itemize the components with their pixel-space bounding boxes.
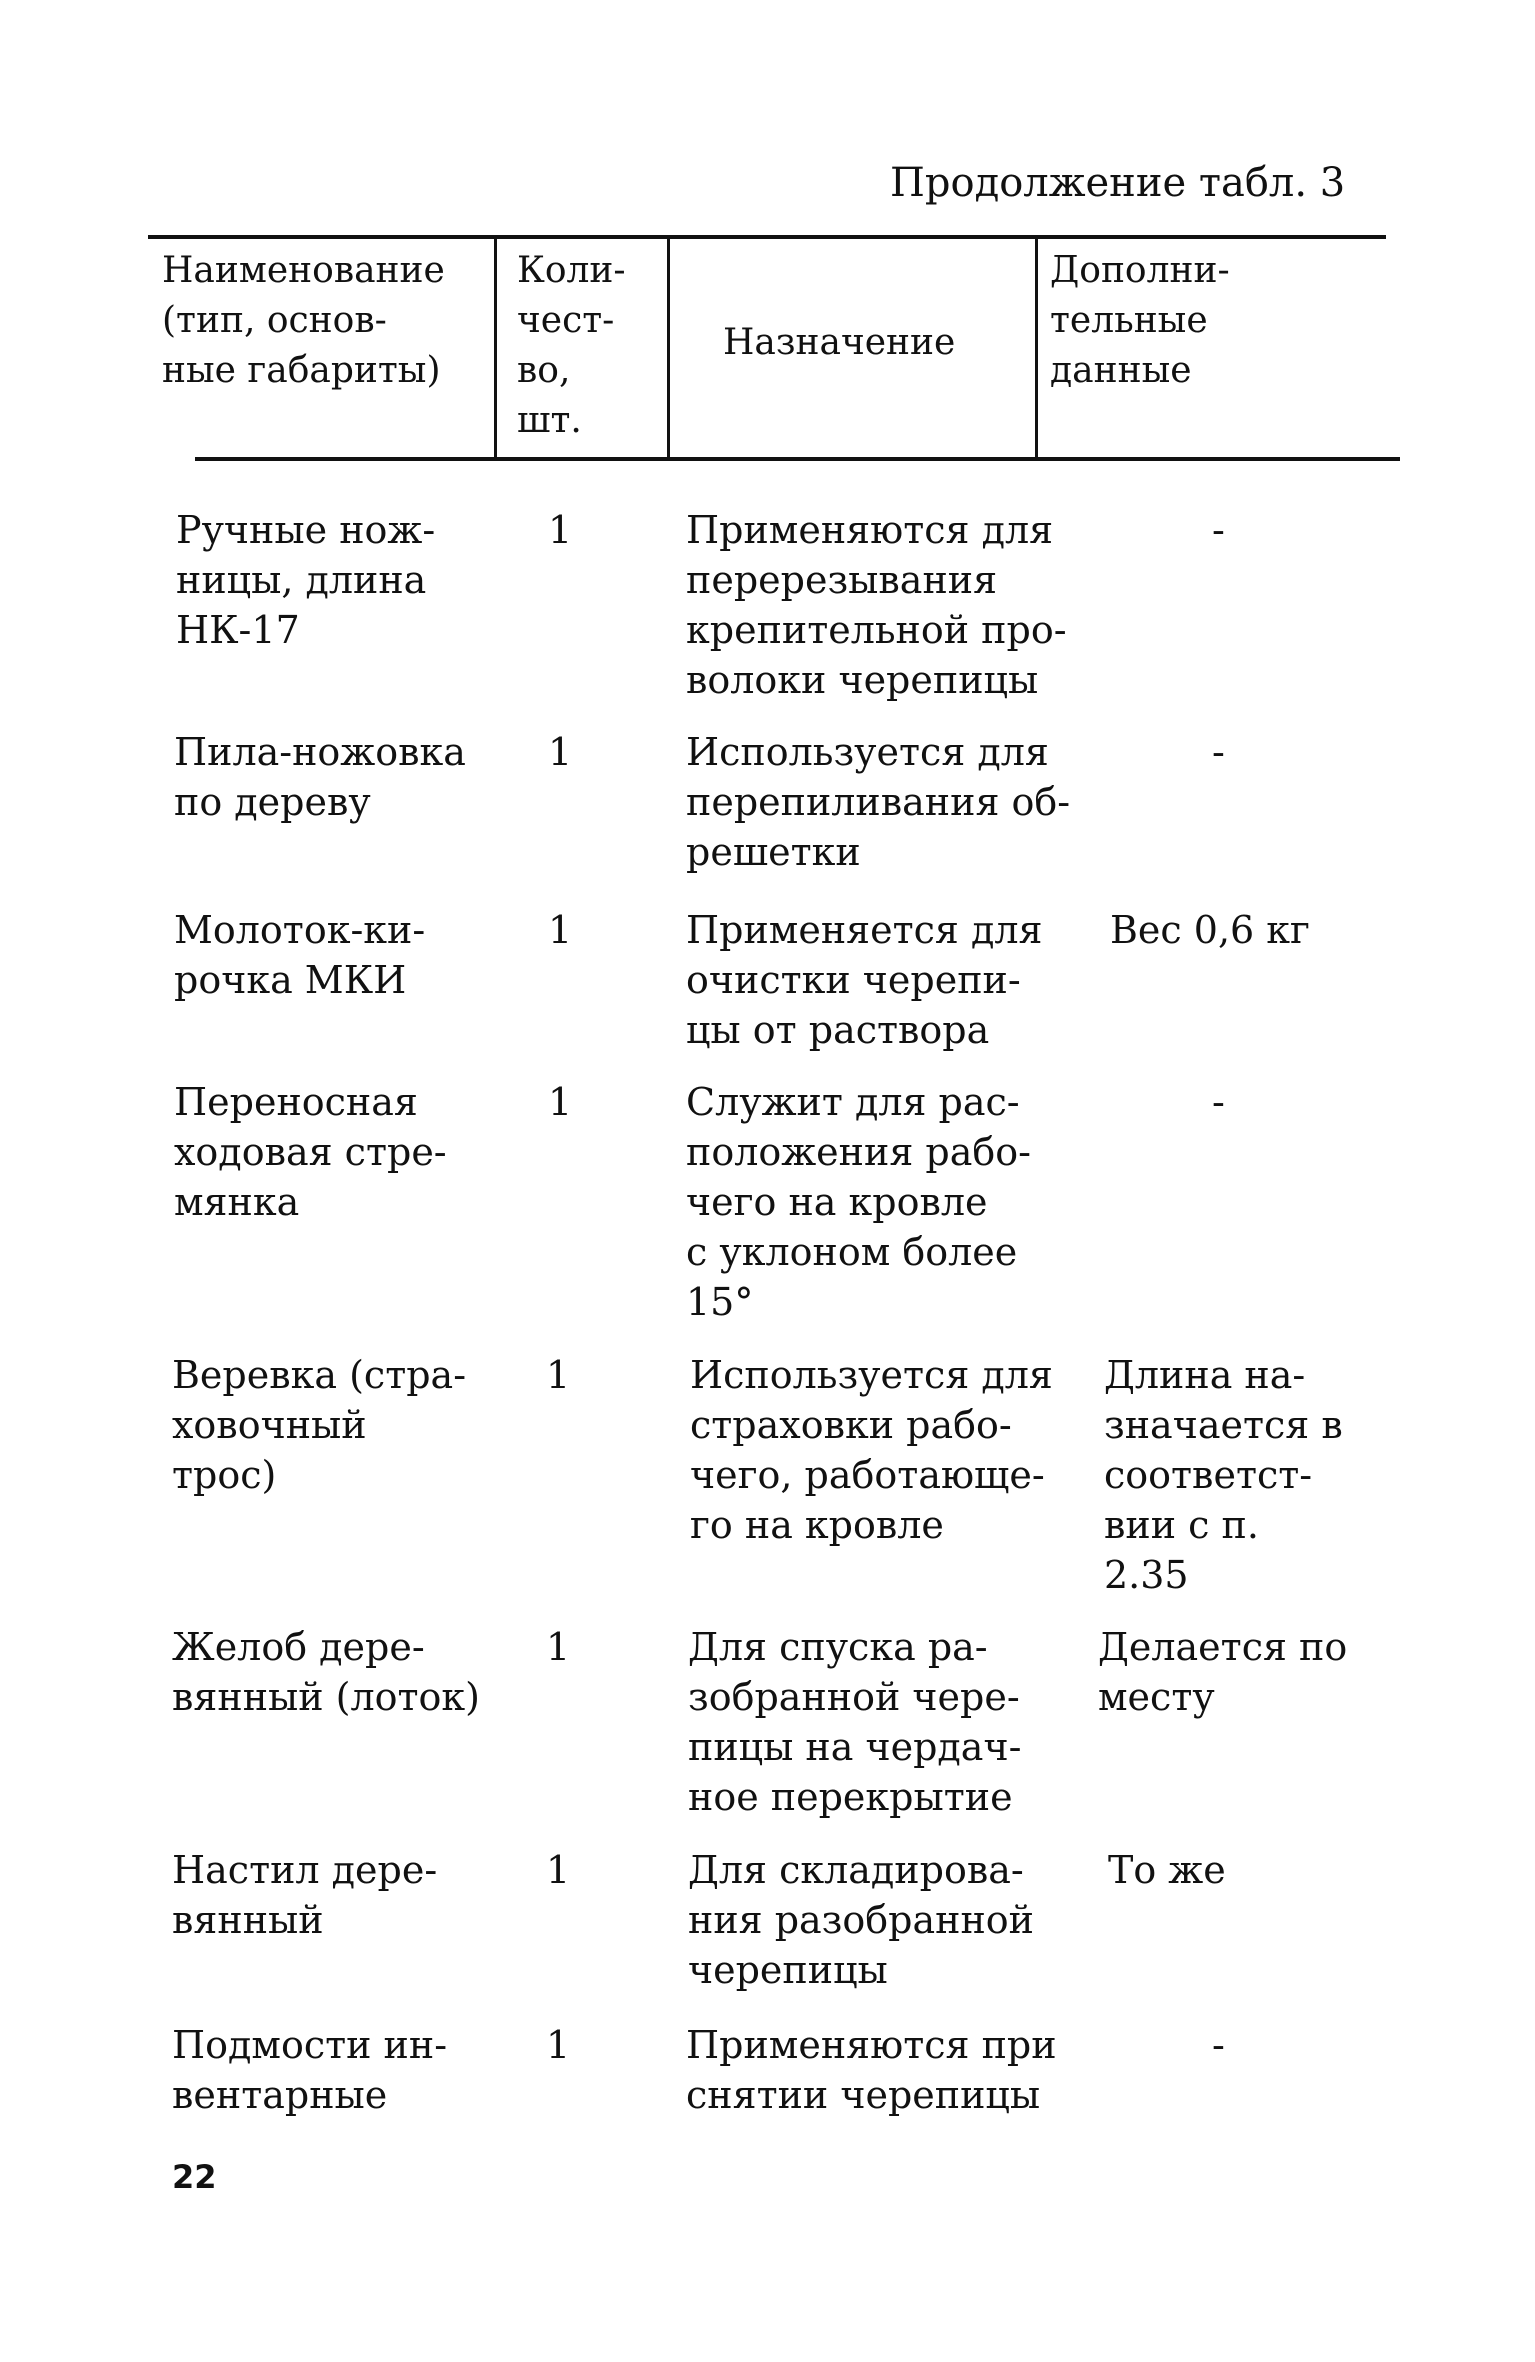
row-3-name: Переносная ходовая стре- мянка	[174, 1080, 447, 1224]
row-2-name: Молоток-ки- рочка МКИ	[174, 908, 426, 1002]
row-4-name: Веревка (стра- ховочный трос)	[172, 1353, 467, 1497]
header-purpose: Назначение	[723, 322, 956, 363]
header-divider-3	[1035, 237, 1038, 459]
row-0-name: Ручные нож- ницы, длина НК-17	[176, 508, 436, 652]
row-6-quantity: 1	[546, 1848, 571, 1892]
page-number: 22	[172, 2158, 217, 2196]
row-5-quantity: 1	[546, 1625, 571, 1669]
row-1-name: Пила-ножовка по дереву	[174, 730, 466, 824]
row-4-quantity: 1	[546, 1353, 571, 1397]
table-caption: Продолжение табл. 3	[890, 160, 1346, 206]
row-2-extra: Вес 0,6 кг	[1110, 908, 1310, 952]
row-7-purpose: Применяются при снятии черепицы	[686, 2023, 1057, 2117]
row-5-purpose: Для спуска ра- зобранной чере- пицы на чердач- ное перекрытие	[688, 1625, 1022, 1819]
row-2-purpose: Применяется для очистки черепи- цы от раствора	[686, 908, 1043, 1052]
row-5-extra: Делается по месту	[1098, 1625, 1348, 1719]
row-7-quantity: 1	[546, 2023, 571, 2067]
row-1-quantity: 1	[548, 730, 573, 774]
row-0-extra: -	[1212, 508, 1225, 552]
row-1-extra: -	[1212, 730, 1225, 774]
header-name: Наименование (тип, основ- ные габариты)	[162, 250, 445, 391]
header-quantity: Коли- чест- во, шт.	[517, 250, 626, 441]
row-0-purpose: Применяются для перерезывания крепительной про- волоки черепицы	[686, 508, 1067, 702]
row-5-name: Желоб дере- вянный (лоток)	[172, 1625, 480, 1719]
row-7-name: Подмости ин- вентарные	[172, 2023, 448, 2117]
row-6-extra: То же	[1108, 1848, 1226, 1892]
row-4-purpose: Используется для страховки рабо- чего, работающе- го на кровле	[690, 1353, 1053, 1547]
header-bottom-rule	[195, 457, 1400, 461]
row-6-name: Настил дере- вянный	[172, 1848, 438, 1942]
row-3-quantity: 1	[548, 1080, 573, 1124]
row-3-extra: -	[1212, 1080, 1225, 1124]
table-top-rule	[148, 235, 1386, 239]
header-divider-2	[667, 237, 670, 459]
row-1-purpose: Используется для перепиливания об- решетки	[686, 730, 1071, 874]
row-6-purpose: Для складирова- ния разобранной черепицы	[688, 1848, 1035, 1992]
header-divider-1	[494, 237, 497, 459]
row-7-extra: -	[1212, 2023, 1225, 2067]
header-extra: Дополни- тельные данные	[1050, 250, 1230, 391]
row-0-quantity: 1	[548, 508, 573, 552]
row-3-purpose: Служит для рас- положения рабо- чего на кровле с уклоном более 15°	[686, 1080, 1031, 1324]
row-2-quantity: 1	[548, 908, 573, 952]
row-4-extra: Длина на- значается в соответст- вии с п. 2.35	[1104, 1353, 1343, 1597]
